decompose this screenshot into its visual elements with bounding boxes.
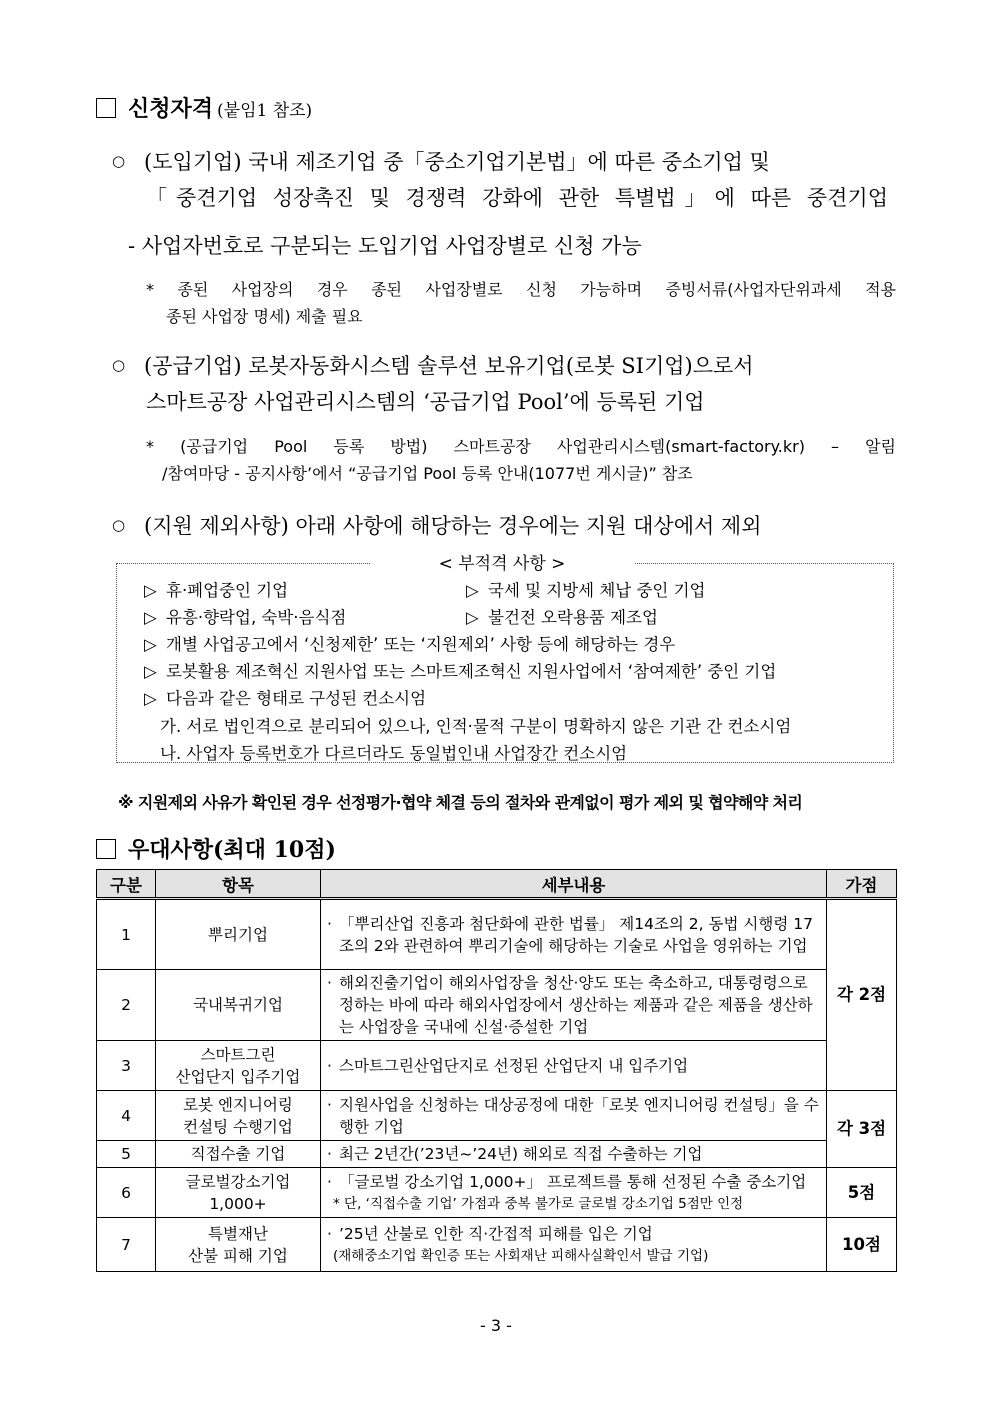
ineligible-item xyxy=(144,685,426,709)
ineligible-subitem: 나. 사업자 등록번호가 다르더라도 동일법인내 사업장간 컨소시엄 xyxy=(160,744,628,763)
circle-bullet-icon: ○ xyxy=(112,356,126,374)
circle-bullet-icon: ○ xyxy=(112,516,126,534)
bullet-supplier-company xyxy=(112,350,754,380)
ineligible-item-text: 불건전 오락용품 제조업 xyxy=(488,608,658,627)
footnote-line: 종된 사업장 명세) 제출 필요 xyxy=(166,307,363,326)
row-item: 뿌리기업 xyxy=(156,899,321,970)
ineligible-item-text: 개별 사업공고에서 ‘신청제한’ 또는 ‘지원제외’ 사항 등에 해당하는 경우 xyxy=(166,635,676,654)
row-detail-text: · 「글로벌 강소기업 1,000+」 프로젝트를 통해 선정된 수출 중소기업 xyxy=(327,1171,820,1193)
ineligible-item xyxy=(144,658,776,682)
points-cell: 5점 xyxy=(827,1168,897,1218)
ineligible-item xyxy=(144,631,675,655)
row-detail xyxy=(321,970,827,1041)
bullet-adopting-company xyxy=(112,146,770,176)
page-number: - 3 - xyxy=(480,1316,512,1335)
triangle-right-icon: ▷ xyxy=(144,608,157,627)
row-detail-text: · ’25년 산불로 인한 직·간접적 피해를 입은 기업 xyxy=(327,1223,820,1245)
row-item-line: 산불 피해 기업 xyxy=(188,1246,288,1265)
column-header: 구분 xyxy=(97,870,156,899)
row-item xyxy=(156,1218,321,1272)
section-heading-preference xyxy=(96,833,336,864)
row-item-line: 스마트그린 xyxy=(200,1045,276,1064)
ineligible-item-text: 다음과 같은 형태로 구성된 컨소시엄 xyxy=(166,689,427,708)
row-detail xyxy=(321,1218,827,1272)
ineligible-item xyxy=(466,577,706,601)
triangle-right-icon: ▷ xyxy=(144,689,157,708)
triangle-right-icon: ▷ xyxy=(144,662,157,681)
row-item-line: 로봇 엔지니어링 xyxy=(183,1095,293,1114)
row-detail-text: · 해외진출기업이 해외사업장을 청산·양도 또는 축소하고, 대통령령으로 정하는 바에 따라 해외사업장에서 생산하는 제품과 같은 제품을 생산하는 사업장을 국내에 신설·증설한 기업 xyxy=(327,972,820,1038)
section-title: 우대사항(최대 10점) xyxy=(128,837,336,863)
column-header: 세부내용 xyxy=(321,870,827,899)
points-cell: 각 3점 xyxy=(827,1091,897,1168)
table-row xyxy=(97,1218,897,1272)
footnote-line: * (공급기업 Pool 등록 방법) 스마트공장 사업관리시스템(smart-factory.kr) – 알림 xyxy=(146,437,896,456)
row-item-line: 컨설팅 수행기업 xyxy=(183,1117,293,1136)
row-number: 5 xyxy=(97,1141,156,1168)
table-row xyxy=(97,1168,897,1218)
triangle-right-icon: ▷ xyxy=(144,581,157,600)
ineligible-item xyxy=(144,577,288,601)
checkbox-square-icon xyxy=(96,839,116,859)
row-item-line: 글로벌강소기업 xyxy=(185,1172,291,1191)
row-detail xyxy=(321,1141,827,1168)
bullet-text-line: (지원 제외사항) 아래 사항에 해당하는 경우에는 지원 대상에서 제외 xyxy=(144,514,762,538)
ineligible-item xyxy=(144,604,346,628)
bullet-text-line: 「중견기업 성장촉진 및 경쟁력 강화에 관한 특별법」에 따른 중견기업 xyxy=(146,186,888,210)
ineligible-subitem: 가. 서로 법인격으로 분리되어 있으나, 인적·물적 구분이 명확하지 않은 기관 간 컨소시엄 xyxy=(160,717,792,736)
ineligible-item-text: 유흥·향락업, 숙박·음식점 xyxy=(166,608,347,627)
column-header: 가점 xyxy=(827,870,897,899)
footnote-line: /참여마당 - 공지사항’에서 “공급기업 Pool 등록 안내(1077번 게시글)” 참조 xyxy=(162,464,693,483)
bullet-text-line: 스마트공장 사업관리시스템의 ‘공급기업 Pool’에 등록된 기업 xyxy=(146,390,705,414)
row-item: 직접수출 기업 xyxy=(156,1141,321,1168)
section-title: 신청자격 xyxy=(128,96,214,122)
row-item xyxy=(156,1168,321,1218)
row-item-line: 특별재난 xyxy=(208,1224,268,1243)
row-detail-note: * 단, ‘직접수출 기업’ 가점과 중복 불가로 글로벌 강소기업 5점만 인정 xyxy=(333,1195,744,1212)
table-header-row xyxy=(97,870,897,899)
points-cell: 10점 xyxy=(827,1218,897,1272)
table-row xyxy=(97,899,897,970)
ineligible-item xyxy=(466,604,658,628)
row-number: 4 xyxy=(97,1091,156,1141)
row-detail-note: (재해중소기업 확인증 또는 사회재난 피해사실확인서 발급 기업) xyxy=(333,1247,709,1264)
bullet-text-line: (공급기업) 로봇자동화시스템 솔루션 보유기업(로봇 SI기업)으로서 xyxy=(144,354,754,378)
dash-item: - 사업자번호로 구분되는 도입기업 사업장별로 신청 가능 xyxy=(128,234,642,258)
row-item-line: 산업단지 입주기업 xyxy=(175,1067,301,1086)
row-number: 6 xyxy=(97,1168,156,1218)
section-subtitle: (붙임1 참조) xyxy=(217,101,313,121)
row-detail-text: · 「뿌리산업 진흥과 첨단화에 관한 법률」 제14조의 2, 동법 시행령 17조의 2와 관련하여 뿌리기술에 해당하는 기술로 사업을 영위하는 기업 xyxy=(327,913,820,957)
row-item: 국내복귀기업 xyxy=(156,970,321,1041)
row-detail xyxy=(321,1091,827,1141)
row-detail xyxy=(321,1041,827,1091)
checkbox-square-icon xyxy=(96,98,116,118)
bullet-exclusions xyxy=(112,510,762,540)
row-number: 1 xyxy=(97,899,156,970)
table-row xyxy=(97,1141,897,1168)
triangle-right-icon: ▷ xyxy=(466,581,479,600)
row-detail-text: · 지원사업을 신청하는 대상공정에 대한「로봇 엔지니어링 컨설팅」을 수행한 기업 xyxy=(327,1094,820,1138)
ineligible-item-text: 국세 및 지방세 체납 중인 기업 xyxy=(488,581,706,600)
triangle-right-icon: ▷ xyxy=(466,608,479,627)
table-row xyxy=(97,1091,897,1141)
row-item-line: 1,000+ xyxy=(209,1194,267,1213)
row-detail xyxy=(321,1168,827,1218)
exclusion-warning: ※ 지원제외 사유가 확인된 경우 선정평가·협약 체결 등의 절차와 관계없이 평가 제외 및 협약해약 처리 xyxy=(118,793,803,812)
row-detail-text: · 최근 2년간(’23년~’24년) 해외로 직접 수출하는 기업 xyxy=(327,1143,820,1165)
ineligible-box-title: < 부적격 사항 > xyxy=(370,549,634,574)
section-heading-eligibility xyxy=(96,92,312,123)
row-number: 2 xyxy=(97,970,156,1041)
row-item xyxy=(156,1091,321,1141)
triangle-right-icon: ▷ xyxy=(144,635,157,654)
circle-bullet-icon: ○ xyxy=(112,152,126,170)
table-row xyxy=(97,970,897,1041)
bullet-text-line: (도입기업) 국내 제조기업 중「중소기업기본법」에 따른 중소기업 및 xyxy=(144,150,770,174)
ineligible-item-text: 휴·폐업중인 기업 xyxy=(166,581,289,600)
preference-table xyxy=(96,869,897,1272)
row-item xyxy=(156,1041,321,1091)
row-detail-text: · 스마트그린산업단지로 선정된 산업단지 내 입주기업 xyxy=(327,1055,820,1077)
ineligible-item-text: 로봇활용 제조혁신 지원사업 또는 스마트제조혁신 지원사업에서 ‘참여제한’ 중인 기업 xyxy=(166,662,777,681)
footnote-line: * 종된 사업장의 경우 종된 사업장별로 신청 가능하며 증빙서류(사업자단위과세 적용 xyxy=(146,280,896,299)
row-detail xyxy=(321,899,827,970)
row-number: 7 xyxy=(97,1218,156,1272)
row-number: 3 xyxy=(97,1041,156,1091)
column-header: 항목 xyxy=(156,870,321,899)
points-cell: 각 2점 xyxy=(827,899,897,1091)
table-row xyxy=(97,1041,897,1091)
